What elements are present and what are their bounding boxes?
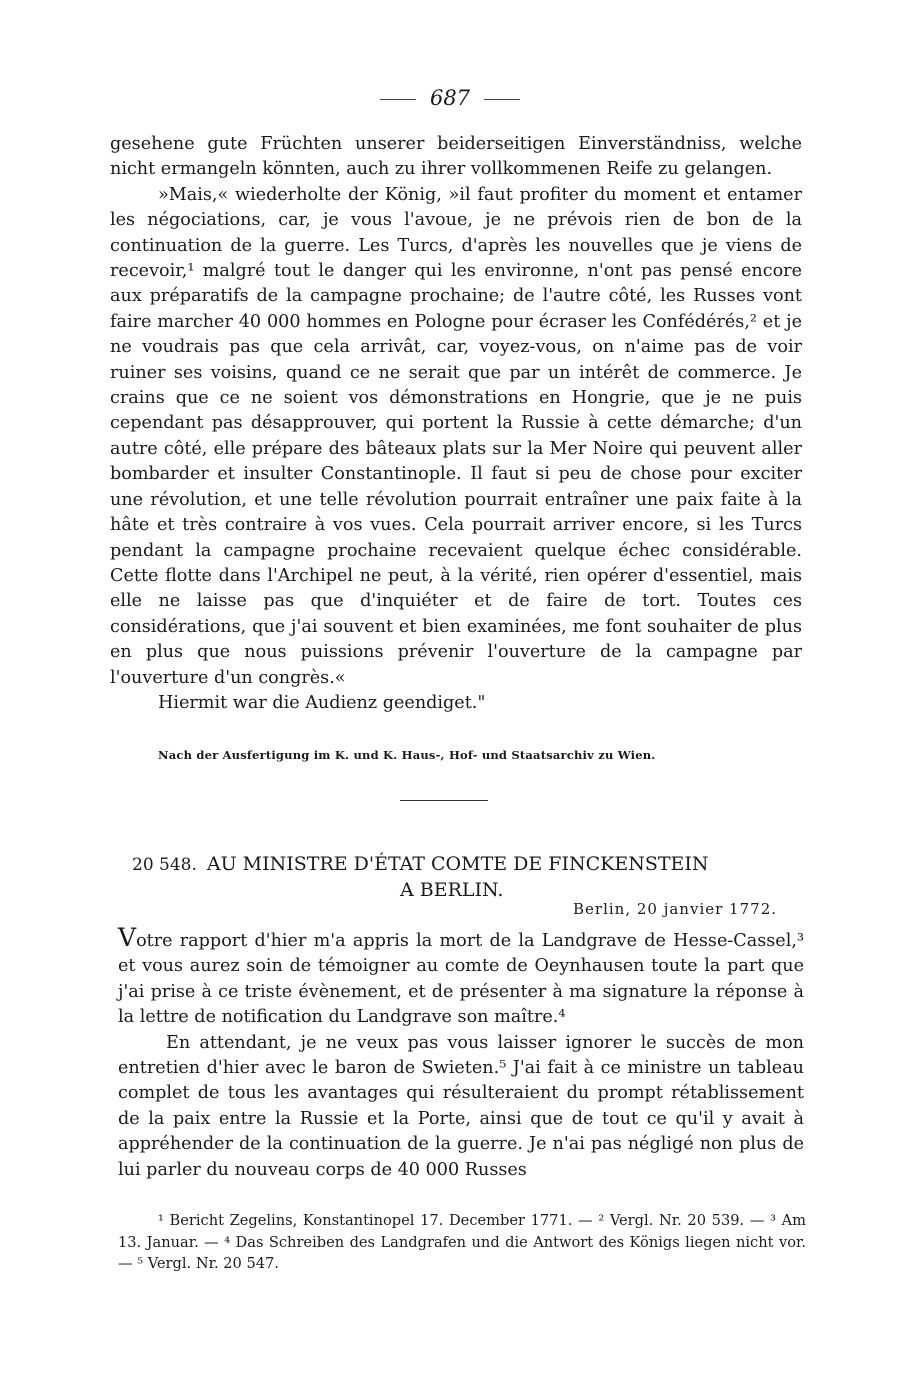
body-text [110,132,802,716]
footnotes-text: ¹ Bericht Zegelins, Konstantinopel 17. December 1771. — ² Vergl. Nr. 20 539. — ³ Am 13. Januar. — ⁴ Das Schreiben des Landgrafen und die Antwort des Königs liegen nicht vor. — ⁵ Vergl. Nr. 20 547. [118,1212,806,1272]
paragraph-1: gesehene gute Früchten unserer beiderseitigen Einverständniss, welche nicht ermangeln könnten, auch zu ihrer vollkommenen Reife zu gelangen. [110,134,802,180]
section-divider [400,800,488,801]
letter-paragraph-1 [118,925,804,1031]
page-number: 687 [429,86,471,110]
letter-paragraph-1-text: otre rapport d'hier m'a appris la mort de la Landgrave de Hesse-Cassel,³ et vous aurez soin de témoigner au comte de Oeynhausen toute la part que j'ai prise à ce triste évènement, et de présenter à ma signature la réponse à la lettre de notification du Landgrave son maître.⁴ [118,931,804,1028]
paragraph-3: Hiermit war die Audienz geendiget." [158,692,486,713]
letter-paragraph-2: En attendant, je ne veux pas vous laisser ignorer le succès de mon entretien d'hier avec le baron de Swieten.⁵ J'ai fait à ce ministre un tableau complet de tous les avantages qui résulteraient du prompt rétablissement de la paix entre la Russie et la Porte, ainsi que de tout ce qu'il y avait à appréhender de la continuation de la guerre. Je n'ai pas négligé non plus de lui parler du nouveau corps de 40 000 Russes [118,1032,804,1180]
page-number-header [0,86,900,110]
footnotes [118,1210,806,1275]
letter-heading [132,852,812,903]
paragraph-2: »Mais,« wiederholte der König, »il faut profiter du moment et entamer les négociations, car, je vous l'avoue, je ne prévois rien de bon de la continuation de la guerre. Les Turcs, d'après les nouvelles que je viens de recevoir,¹ malgré tout le danger qui les environne, n'ont pas pensé encore aux préparatifs de la campagne prochaine; de l'autre côté, les Russes vont faire marcher 40 000 hommes en Pologne pour écraser les Confédérés,² et je ne voudrais pas que cela arrivât, car, voyez-vous, on n'aime pas de voir ruiner ses voisins, quand ce ne serait que par un intérêt de commerce. Je crains que ce ne soient vos démonstrations en Hongrie, que je ne puis cependant pas désapprouver, qui portent la Russie à cette démarche; d'un autre côté, elle prépare des bâteaux plats sur la Mer Noire qui peuvent aller bombarder et insulter Constantinople. Il faut si peu de chose pour exciter une révolution, et une telle révolution pourrait entraîner une paix faite à la hâte et très contraire à vos vues. Cela pourrait arriver encore, si les Turcs pendant la campagne prochaine recevaient quelque échec considérable. Cette flotte dans l'Archipel ne peut, à la vérité, rien opérer d'essentiel, mais elle ne laisse pas que d'inquiéter et de faire de tort. Toutes ces considérations, que j'ai souvent et bien examinées, me font souhaiter de plus en plus que nous puissions prévenir l'ouverture de la campagne par l'ouverture d'un congrès.« [110,184,802,688]
letter-number: 20 548. [132,855,197,875]
source-note: Nach der Ausfertigung im K. und K. Haus-, Hof- und Staatsarchiv zu Wien. [158,748,656,762]
letter-dateline: Berlin, 20 janvier 1772. [573,900,777,918]
letter-title-line1: AU MINISTRE D'ÉTAT COMTE DE FINCKENSTEIN [206,853,709,875]
letter-body [118,925,804,1183]
header-rule-right [484,99,520,100]
drop-capital: V [118,923,137,952]
letter-title-line2: A BERLIN. [400,879,504,901]
header-rule-left [380,99,416,100]
